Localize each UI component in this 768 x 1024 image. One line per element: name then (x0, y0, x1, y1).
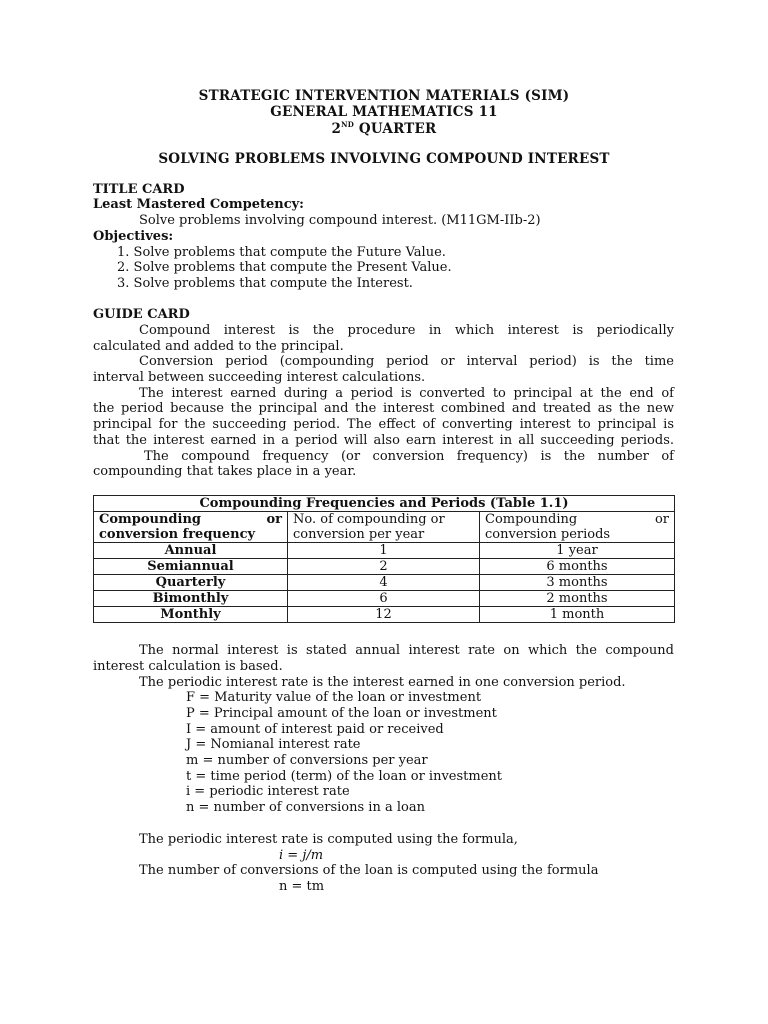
objective-item: 2. Solve problems that compute the Present Value. (117, 260, 452, 275)
table-cell: 2 months (480, 591, 675, 607)
table-row (94, 543, 675, 559)
conversions-formula: n = tm (279, 879, 325, 894)
table-cell: 2 (288, 559, 480, 575)
formula-intro-1: The periodic interest rate is computed using the formula, (139, 832, 518, 847)
paragraph-line: The interest earned during a period is converted to principal at the end of (139, 386, 674, 401)
title-card-heading: TITLE CARD (93, 182, 185, 197)
table-cell: 3 months (480, 575, 675, 591)
paragraph-line: compounding that takes place in a year. (93, 464, 357, 479)
table-cell: 6 (288, 591, 480, 607)
definition-item: I = amount of interest paid or received (186, 722, 444, 737)
table-cell: Bimonthly (94, 591, 288, 607)
definition-item: J = Nomianal interest rate (186, 737, 361, 752)
header-text: conversion periods (485, 527, 611, 542)
table-cell: 6 months (480, 559, 675, 575)
definition-item: F = Maturity value of the loan or investment (186, 690, 482, 705)
objective-item: 3. Solve problems that compute the Interest. (117, 276, 413, 291)
definition-item: P = Principal amount of the loan or investment (186, 706, 497, 721)
table-row (94, 559, 675, 575)
paragraph-line: principal for the succeeding period. The effect of converting interest to principal is (93, 417, 674, 432)
paragraph-line: interval between succeeding interest calculations. (93, 370, 426, 385)
objectives-label: Objectives: (93, 229, 174, 244)
definition-item: t = time period (term) of the loan or investment (186, 769, 503, 784)
header-text: No. of compounding or (293, 512, 445, 527)
paragraph-line: that the interest earned in a period will also earn interest in all succeeding periods. (93, 433, 674, 448)
table-cell: 1 month (480, 607, 675, 623)
table-cell: Semiannual (94, 559, 288, 575)
paragraph-line: The normal interest is stated annual interest rate on which the compound (139, 643, 674, 658)
header-line-2: GENERAL MATHEMATICS 11 (270, 104, 498, 120)
definition-item: i = periodic interest rate (186, 784, 350, 799)
header-line-3 (0, 120, 768, 137)
quarter-number: 2 (331, 121, 342, 137)
table-cell: 12 (288, 607, 480, 623)
paragraph-line: Conversion period (compounding period or interval period) is the time (139, 354, 674, 369)
paragraph-line: The periodic interest rate is the interest earned in one conversion period. (139, 675, 626, 690)
table-header-cell (480, 512, 675, 543)
competency-text: Solve problems involving compound interest. (M11GM-IIb-2) (139, 213, 541, 228)
header-text: or (266, 512, 282, 527)
header-line-1: STRATEGIC INTERVENTION MATERIALS (SIM) (198, 88, 570, 104)
header-text: conversion frequency (99, 527, 256, 542)
table-row (94, 607, 675, 623)
table-cell: 4 (288, 575, 480, 591)
competency-label: Least Mastered Competency: (93, 197, 304, 212)
table-cell: 1 year (480, 543, 675, 559)
paragraph-line: the period because the principal and the interest combined and treated as the new (93, 401, 674, 416)
table-cell: Monthly (94, 607, 288, 623)
definition-item: m = number of conversions per year (186, 753, 428, 768)
quarter-superscript: ND (341, 120, 355, 129)
quarter-word: QUARTER (354, 121, 437, 137)
paragraph-line: Compound interest is the procedure in which interest is periodically (139, 323, 674, 338)
paragraph-line: calculated and added to the principal. (93, 339, 344, 354)
table-row (94, 591, 675, 607)
paragraph-line: The compound frequency (or conversion frequency) is the number of (144, 449, 674, 464)
table-header-cell (288, 512, 480, 543)
table-caption: Compounding Frequencies and Periods (Table 1.1) (94, 496, 675, 512)
table-cell: 1 (288, 543, 480, 559)
compounding-frequency-table (93, 495, 675, 623)
header-text: Compounding (485, 512, 578, 527)
definition-item: n = number of conversions in a loan (186, 800, 425, 815)
header-text: Compounding (99, 512, 202, 527)
guide-card-heading: GUIDE CARD (93, 307, 190, 322)
topic-title: SOLVING PROBLEMS INVOLVING COMPOUND INTEREST (158, 151, 610, 167)
table-cell: Quarterly (94, 575, 288, 591)
paragraph-line: interest calculation is based. (93, 659, 283, 674)
objective-item: 1. Solve problems that compute the Future Value. (117, 245, 446, 260)
table-row (94, 575, 675, 591)
header-text: conversion per year (293, 527, 425, 542)
header-text: or (654, 512, 669, 527)
table-header-cell (94, 512, 288, 543)
table-cell: Annual (94, 543, 288, 559)
formula-intro-2: The number of conversions of the loan is computed using the formula (139, 863, 599, 878)
periodic-rate-formula: i = j/m (279, 848, 324, 863)
